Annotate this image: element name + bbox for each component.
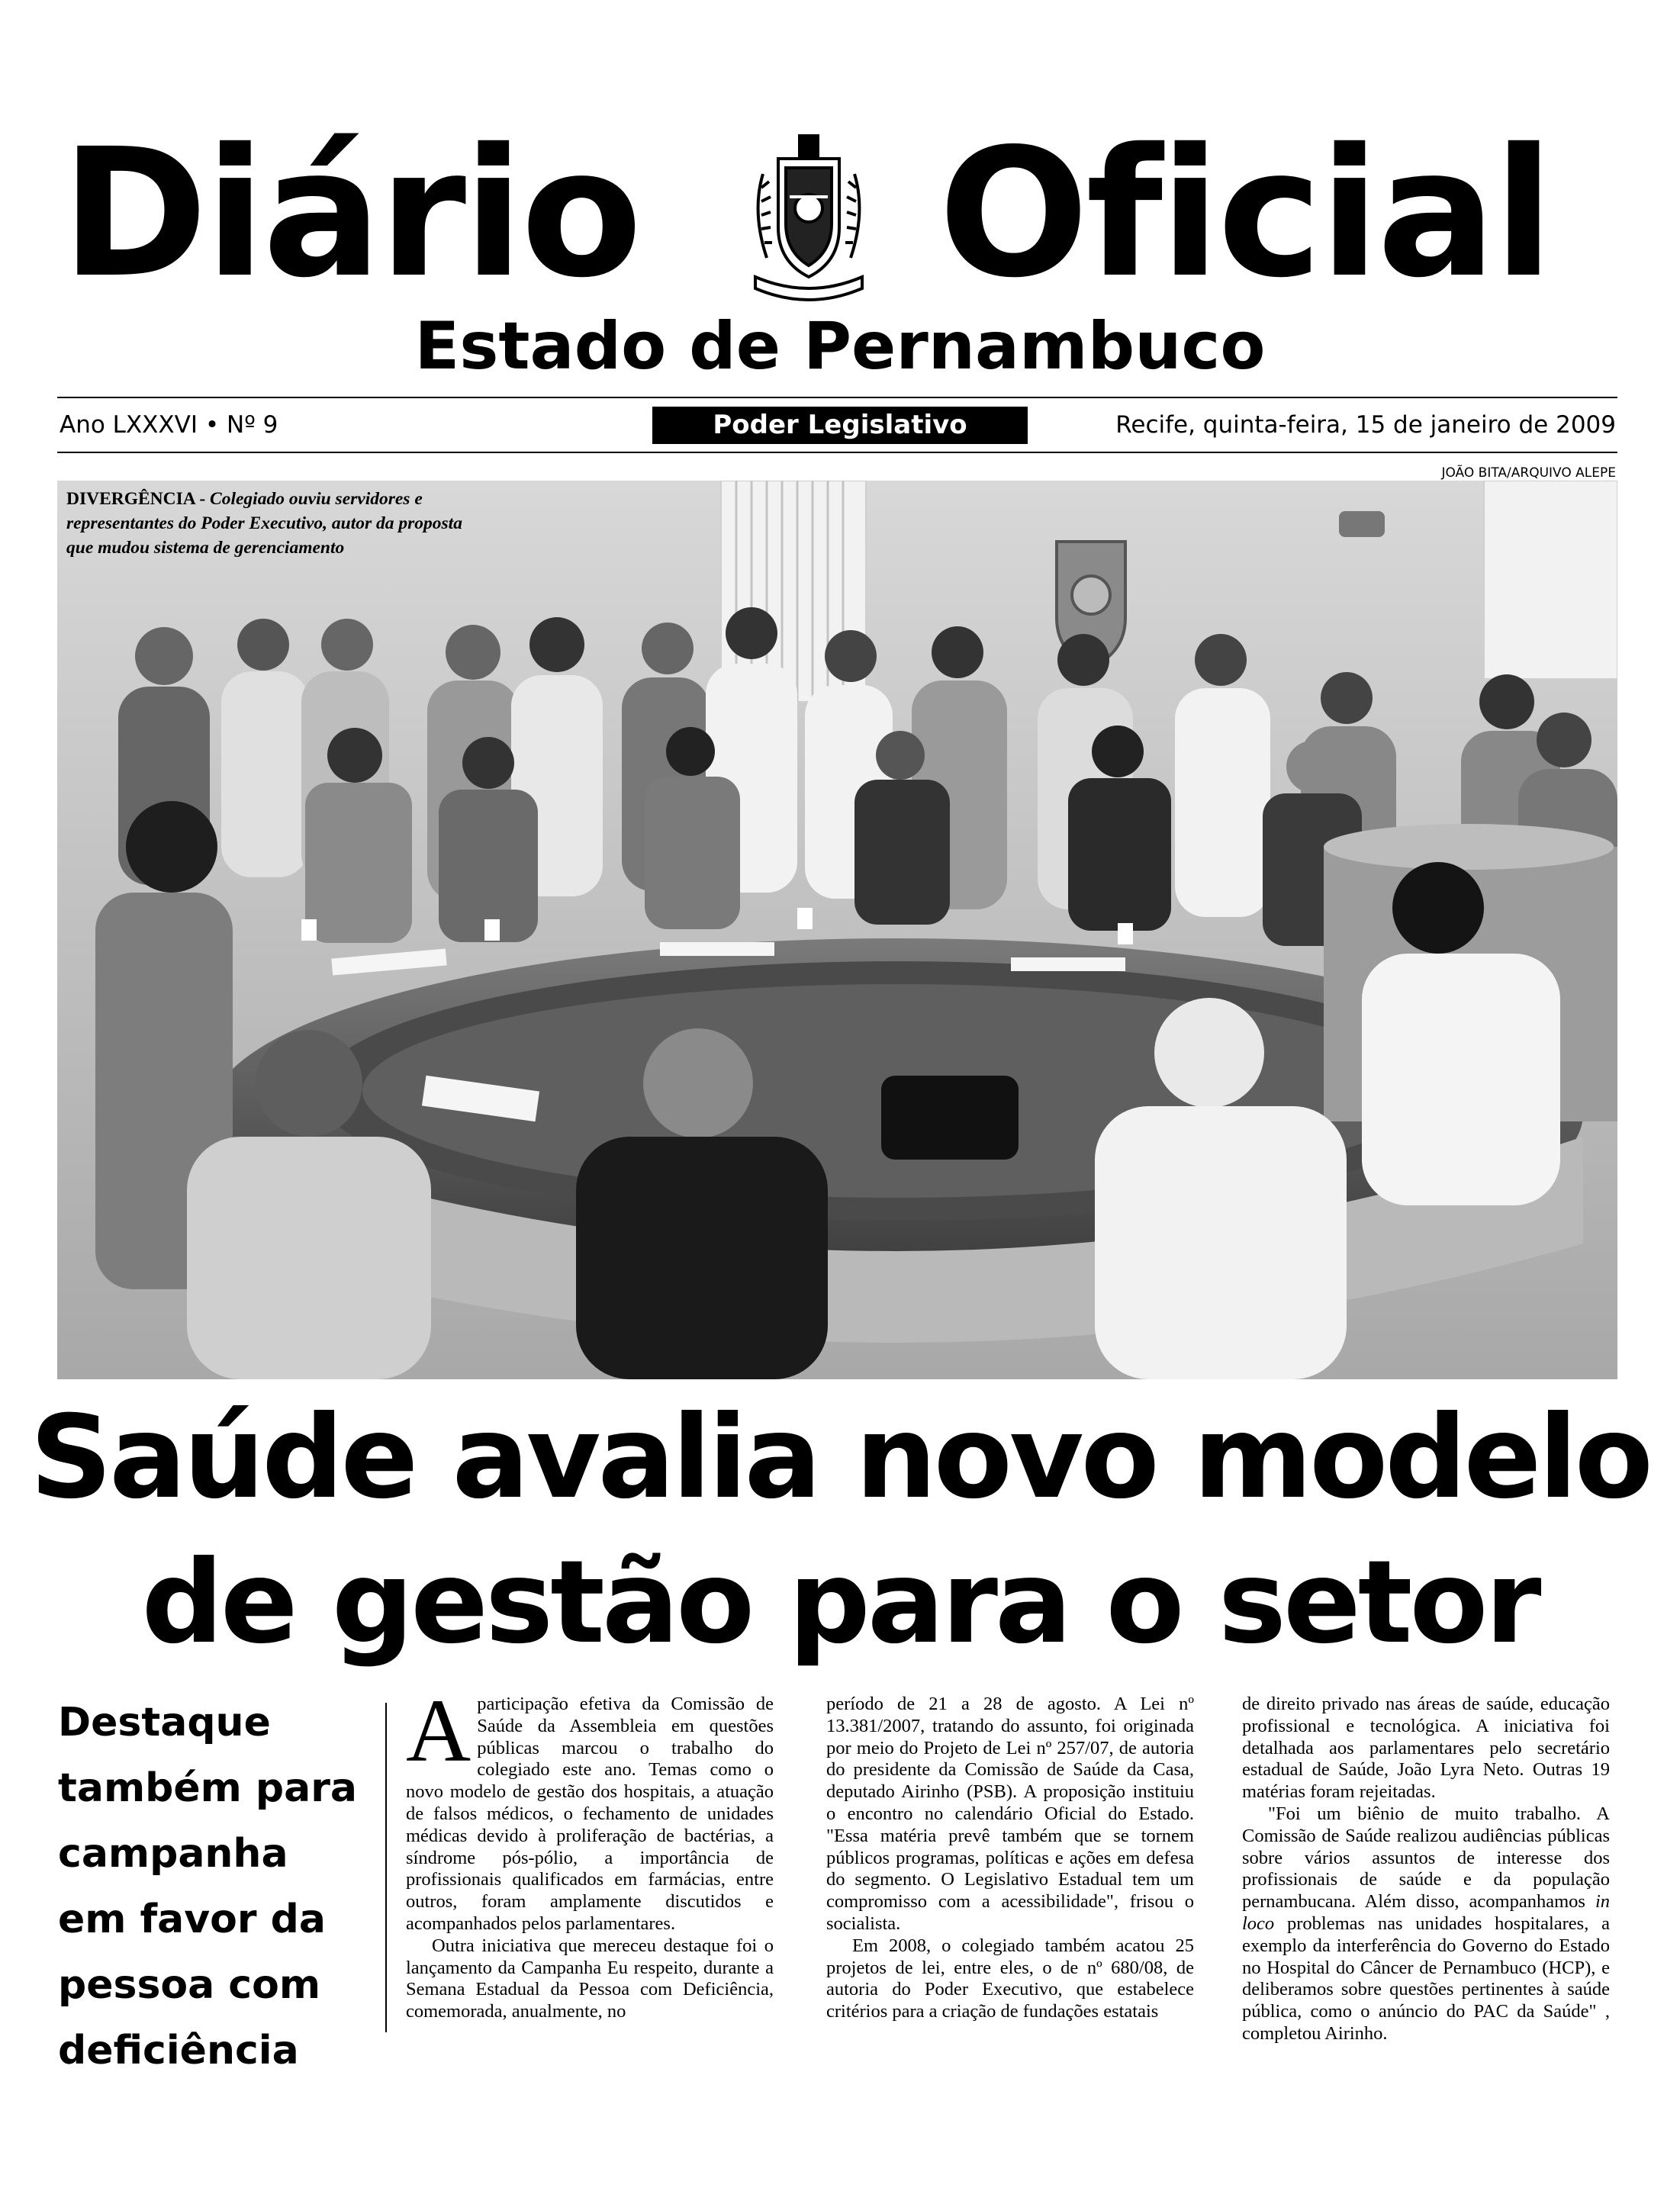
article-paragraph — [406, 1681, 774, 1935]
article-column-3 — [1242, 1694, 1610, 2045]
masthead-title-left: Diário — [61, 111, 639, 317]
article-paragraph: Em 2008, o colegiado também acatou 25 projetos de lei, entre eles, o de nº 680/08, de autoria do Poder Executivo, que estabelece critérios para a criação de fundações estatais — [826, 1935, 1194, 2022]
header-rule-top — [57, 397, 1617, 398]
column-divider — [385, 1703, 387, 2032]
coat-of-arms-icon — [732, 128, 885, 304]
headline-line-1: Saúde avalia novo modelo — [30, 1391, 1650, 1524]
drop-cap: A — [406, 1681, 471, 1781]
article-column-2 — [826, 1694, 1194, 2023]
photo-caption — [66, 487, 494, 560]
photo-caption-text: Colegiado ouviu servidores e representantes do Poder Executivo, autor da proposta que mudou sistema de gerenciamento — [66, 489, 462, 558]
photo-credit: JOÃO BITA/ARQUIVO ALEPE — [1441, 465, 1616, 481]
masthead-subtitle: Estado de Pernambuco — [414, 308, 1266, 384]
quote-part-2: problemas nas unidades hospitalares, a exemplo da interferência do Governo do Estado no Hospital do Câncer de Pernambuco (HCP), e deliberamos sobre questões pertinentes à saúde pública, como o anúncio do PAC da Saúde" , completou Airinho. — [1242, 1913, 1610, 2044]
sidebar-line: deficiência — [58, 2028, 299, 2074]
sidebar-line: em favor da — [58, 1897, 326, 1942]
article-paragraph: Outra iniciativa que mereceu destaque foi o lançamento da Campanha Eu respeito, durante a Semana Estadual da Pessoa com Deficiência, comemorada, anualmente, no — [406, 1935, 774, 2022]
article-paragraph: de direito privado nas áreas de saúde, educação profissional e tecnológica. A iniciativa foi detalhada aos parlamentares pelo secretário estadual de Saúde, João Lyra Neto. Outras 19 matérias foram rejeitadas. — [1242, 1694, 1610, 1803]
article-column-1 — [406, 1681, 774, 2023]
photo-illustration — [57, 481, 1617, 1379]
sidebar-dek — [58, 1690, 378, 2083]
section-badge: Poder Legislativo — [652, 407, 1028, 444]
issue-date: Recife, quinta-feira, 15 de janeiro de 2009 — [1115, 411, 1616, 439]
masthead — [0, 111, 1680, 328]
headline-line-2: de gestão para o setor — [141, 1536, 1539, 1669]
issue-number: Ano LXXXVI • Nº 9 — [60, 411, 278, 439]
paragraph-text: participação efetiva da Comissão de Saúde da Assembleia em questões públicas marcou o trabalho do colegiado este ano. Temas como o novo modelo de gestão dos hospitais, a atuação de falsos médicos, o fechamento de unidades médicas devido à proliferação de bactérias, a síndrome pós-pólio, a importância de profissionais qualificados em farmácias, entre outros, foram amplamente discutidos e acompanhados pelos parlamentares. — [406, 1694, 774, 1934]
sidebar-line: pessoa com — [58, 1962, 321, 2008]
masthead-title-right: Oficial — [938, 111, 1551, 317]
article-paragraph: período de 21 a 28 de agosto. A Lei nº 13.381/2007, tratando do assunto, foi originada por meio do Projeto de Lei nº 257/07, de autoria do presidente da Comissão de Saúde da Casa, deputado Airinho (PSB). A proposição instituiu o encontro no calendário Oficial do Estado. "Essa matéria prevê também que se tornem públicos programas, políticas e ações em defesa do segmento. O Legislativo Estadual tem um compromisso com a acessibilidade", frisou o socialista. — [826, 1694, 1194, 1934]
quote-italic: in loco — [1242, 1891, 1610, 1934]
article-paragraph — [1242, 1803, 1610, 2045]
photo-caption-lead: DIVERGÊNCIA - — [66, 489, 206, 509]
main-photo — [57, 481, 1617, 1379]
sidebar-line: também para — [58, 1765, 357, 1811]
header-rule-bottom — [57, 452, 1617, 453]
sidebar-line: Destaque — [58, 1700, 271, 1745]
quote-part-1: "Foi um biênio de muito trabalho. A Comissão de Saúde realizou audiências públicas sobre vários assuntos de interesse dos profissionais de saúde e da população pernambucana. Além disso, acompanhamos — [1242, 1803, 1610, 1913]
sidebar-line: campanha — [58, 1831, 288, 1877]
